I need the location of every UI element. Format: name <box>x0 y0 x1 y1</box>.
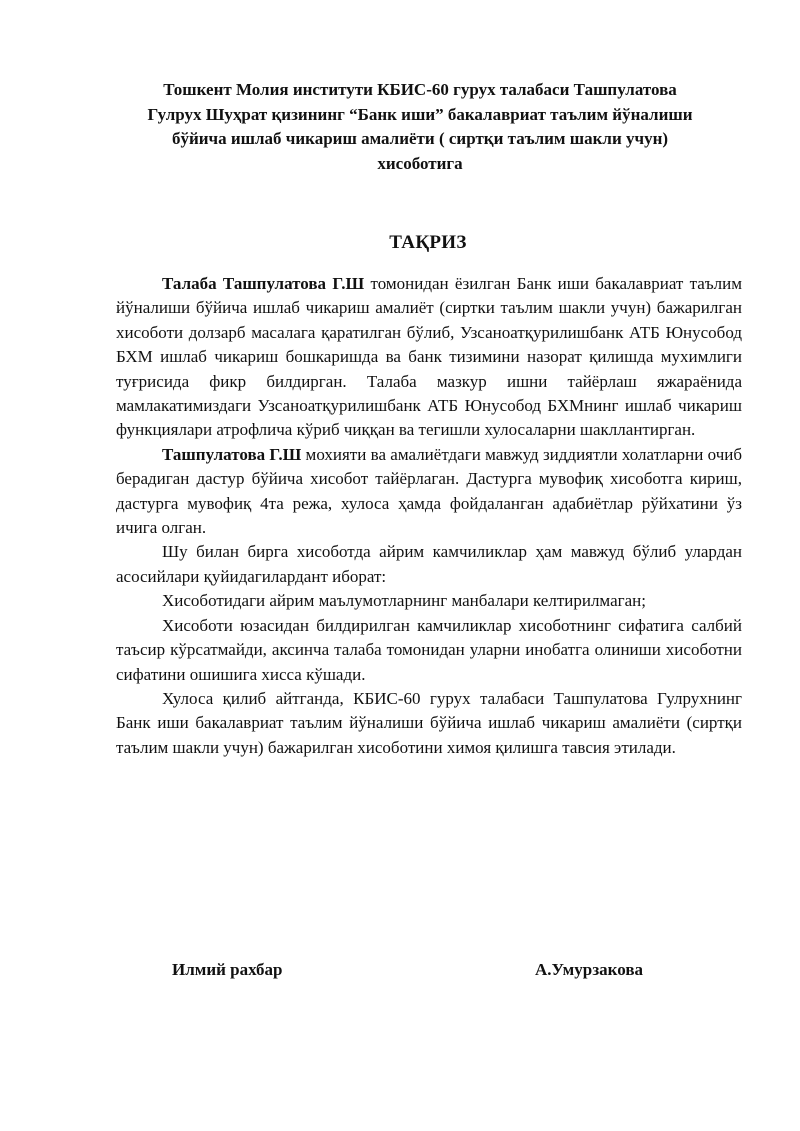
paragraph-2 <box>116 443 742 541</box>
document-title: ТАҚРИЗ <box>389 232 467 253</box>
paragraph-2-text: мохияти ва амалиётдаги мавжуд зиддиятли холатларни очиб берадиган дастур бўйича хисобот тайёрлаган. Дастурга мувофиқ хисоботга кириш, дастурга мувофиқ 4та режа, хулоса ҳамда фойдаланган адабиётлар рўйхатини ўз ичига олган. <box>116 444 742 538</box>
paragraph-6: Хулоса қилиб айтганда, КБИС-60 гурух талабаси Ташпулатова Гулрухнинг Банк иши бакалавриат таълим йўналиши бўйича ишлаб чикариш амалиёти (сиртқи таълим шакли учун) бажарилган хисоботини химоя қилишга тавсия этилади. <box>116 688 742 757</box>
paragraph-3: Шу билан бирга хисоботда айрим камчиликлар ҳам мавжуд бўлиб улардан асосийлари қуйидагилардант иборат: <box>116 542 742 586</box>
student-name-bold: Талаба Ташпулатова Г.Ш <box>162 274 365 293</box>
header-line-4: хисоботига <box>377 153 463 173</box>
signature-role: Илмий рахбар <box>172 960 283 979</box>
header-line-1: Тошкент Молия институти КБИС-60 гурух талабаси Ташпулатова <box>163 80 677 99</box>
document-body <box>116 272 742 760</box>
signature-name: А.Умурзакова <box>535 960 644 979</box>
student-name-bold-2: Ташпулатова Г.Ш <box>162 444 302 464</box>
paragraph-1-text: томонидан ёзилган Банк иши бакалавриат таълим йўналиши бўйича ишлаб чикариш амалиёт (сиртки таълим шакли учун) бажарилган хисоботи долзарб масалага қаратилган бўлиб, Узсаноатқурилишбанк АТБ Юнусобод БХМ ишлаб чикариш бошкаришда ва банк тизимини назорат қилишда мухимлиги туғрисида фикр билдирган. Талаба мазкур ишни тайёрлаш яжараёнида мамлакатимиздаги Узсаноатқурилишбанк АТБ Юнусобод БХМнинг ишлаб чикариш функциялари атрофлича кўриб чиққан ва тегишли хулосаларни шакллантирган. <box>116 274 742 440</box>
paragraph-5: Хисоботи юзасидан билдирилган камчиликлар хисоботнинг сифатига салбий таъсир кўрсатмайди, аксинча талаба томонидан уларни инобатга олиниши хисоботни сифатини ошишига хисса кўшади. <box>116 615 742 684</box>
header-line-3: бўйича ишлаб чикариш амалиёти ( сиртқи таълим шакли учун) <box>171 129 669 148</box>
paragraph-4: Хисоботидаги айрим маълумотларнинг манбалари келтирилмаган; <box>162 591 646 611</box>
document-header <box>100 78 740 176</box>
header-line-2: Гулрух Шуҳрат қизининг “Банк иши” бакалавриат таълим йўналиши <box>147 104 693 124</box>
paragraph-1 <box>116 272 742 443</box>
